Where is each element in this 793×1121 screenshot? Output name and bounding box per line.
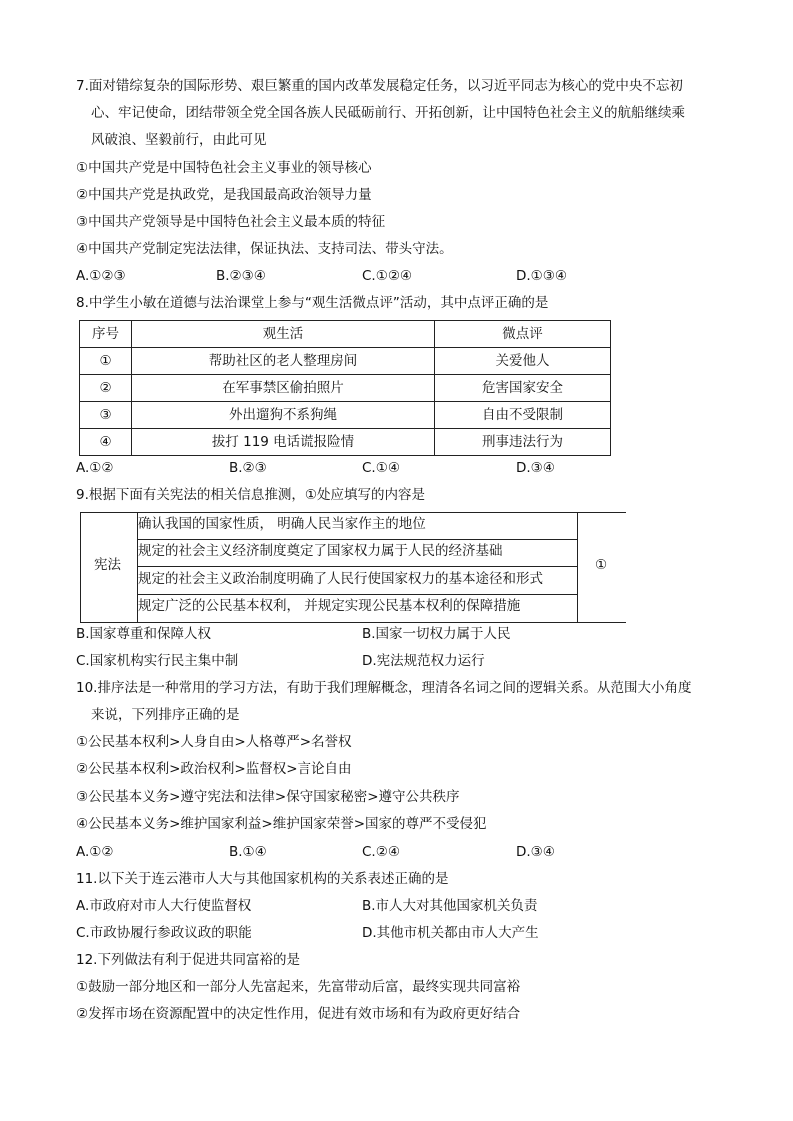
table-cell: 外出遛狗不系狗绳 <box>132 402 435 429</box>
q7-stem-line-1: 7.面对错综复杂的国际形势、艰巨繁重的国内改革发展稳定任务，以习近平同志为核心的党中央不忘初 <box>76 78 683 94</box>
table-cell: ④ <box>80 429 132 456</box>
table-header-cell: 微点评 <box>435 321 611 348</box>
q11-option-b: B.市人大对其他国家机关负责 <box>362 898 538 914</box>
table-row <box>80 402 611 429</box>
table-row <box>80 348 611 375</box>
q9-option-d: D.宪法规范权力运行 <box>362 653 485 669</box>
q7-option-d: D.①③④ <box>516 268 567 284</box>
q10-option-b: B.①④ <box>229 844 267 860</box>
q7-item-1: ①中国共产党是中国特色社会主义事业的领导核心 <box>76 160 372 176</box>
table-row <box>80 375 611 402</box>
q9-left-label: 宪法 <box>94 557 121 573</box>
q9-row-divider <box>137 594 577 595</box>
q7-option-b: B.②③④ <box>216 268 266 284</box>
q7-option-a: A.①②③ <box>76 268 126 284</box>
q7-option-c: C.①②④ <box>362 268 413 284</box>
table-cell: ② <box>80 375 132 402</box>
table-cell: ① <box>80 348 132 375</box>
table-cell: 帮助社区的老人整理房间 <box>132 348 435 375</box>
q8-option-b: B.②③ <box>229 460 267 476</box>
q9-row: 规定的社会主义政治制度明确了人民行使国家权力的基本途径和形式 <box>138 571 543 587</box>
q10-item-4: ④公民基本义务>维护国家利益>维护国家荣誉>国家的尊严不受侵犯 <box>76 816 487 832</box>
q9-row: 规定广泛的公民基本权利， 并规定实现公民基本权利的保障措施 <box>138 598 521 614</box>
q9-option-b: B.国家一切权力属于人民 <box>362 626 511 642</box>
q11-option-d: D.其他市机关都由市人大产生 <box>362 925 539 941</box>
q9-stem: 9.根据下面有关宪法的相关信息推测，①处应填写的内容是 <box>76 487 425 503</box>
q10-stem-line-1: 10.排序法是一种常用的学习方法，有助于我们理解概念，理清各名词之间的逻辑关系。从范围大小角度 <box>76 680 692 696</box>
q12-item-1: ①鼓励一部分地区和一部分人先富起来，先富带动后富，最终实现共同富裕 <box>76 979 521 995</box>
q9-option-a: B.国家尊重和保障人权 <box>76 626 212 642</box>
q9-row: 规定的社会主义经济制度奠定了国家权力属于人民的经济基础 <box>138 543 503 559</box>
table-header-row <box>80 321 611 348</box>
q11-option-c: C.市政协履行参政议政的职能 <box>76 925 252 941</box>
q10-option-a: A.①② <box>76 844 114 860</box>
q8-option-d: D.③④ <box>516 460 555 476</box>
q7-item-4: ④中国共产党制定宪法法律，保证执法、支持司法、带头守法。 <box>76 241 453 257</box>
table-cell: 自由不受限制 <box>435 402 611 429</box>
q12-stem: 12.下列做法有利于促进共同富裕的是 <box>76 952 300 968</box>
q9-diagram <box>80 512 626 622</box>
q10-item-3: ③公民基本义务>遵守宪法和法律>保守国家秘密>遵守公共秩序 <box>76 789 460 805</box>
q11-option-a: A.市政府对市人大行使监督权 <box>76 898 252 914</box>
q7-item-2: ②中国共产党是执政党，是我国最高政治领导力量 <box>76 187 372 203</box>
q9-option-c: C.国家机构实行民主集中制 <box>76 653 239 669</box>
q8-option-a: A.①② <box>76 460 114 476</box>
q9-row-divider <box>137 566 577 567</box>
q8-table <box>79 320 611 456</box>
q11-stem: 11.以下关于连云港市人大与其他国家机构的关系表述正确的是 <box>76 871 449 887</box>
q10-item-2: ②公民基本权利>政治权利>监督权>言论自由 <box>76 761 352 777</box>
table-cell: ③ <box>80 402 132 429</box>
table-row <box>80 429 611 456</box>
q8-option-c: C.①④ <box>362 460 400 476</box>
q7-stem-line-3: 风破浪、坚毅前行，由此可见 <box>91 132 267 148</box>
q9-row-divider <box>137 539 577 540</box>
q9-row: 确认我国的国家性质， 明确人民当家作主的地位 <box>138 516 426 532</box>
q12-item-2: ②发挥市场在资源配置中的决定性作用，促进有效市场和有为政府更好结合 <box>76 1006 521 1022</box>
q9-divider <box>577 512 578 622</box>
table-cell: 关爱他人 <box>435 348 611 375</box>
q7-item-3: ③中国共产党领导是中国特色社会主义最本质的特征 <box>76 214 386 230</box>
table-cell: 拔打 119 电话谎报险情 <box>132 429 435 456</box>
q9-right-label: ① <box>595 557 608 573</box>
q10-option-d: D.③④ <box>516 844 555 860</box>
q8-stem: 8.中学生小敏在道德与法治课堂上参与“观生活微点评”活动，其中点评正确的是 <box>76 295 549 311</box>
table-cell: 危害国家安全 <box>435 375 611 402</box>
table-cell: 刑事违法行为 <box>435 429 611 456</box>
q7-stem-line-2: 心、牢记使命，团结带领全党全国各族人民砥砺前行、开拓创新，让中国特色社会主义的航船继续乘 <box>91 105 685 121</box>
table-header-cell: 序号 <box>80 321 132 348</box>
q10-item-1: ①公民基本权利>人身自由>人格尊严>名誉权 <box>76 734 352 750</box>
table-cell: 在军事禁区偷拍照片 <box>132 375 435 402</box>
q10-option-c: C.②④ <box>362 844 400 860</box>
table-header-cell: 观生活 <box>132 321 435 348</box>
q10-stem-line-2: 来说，下列排序正确的是 <box>91 707 240 723</box>
